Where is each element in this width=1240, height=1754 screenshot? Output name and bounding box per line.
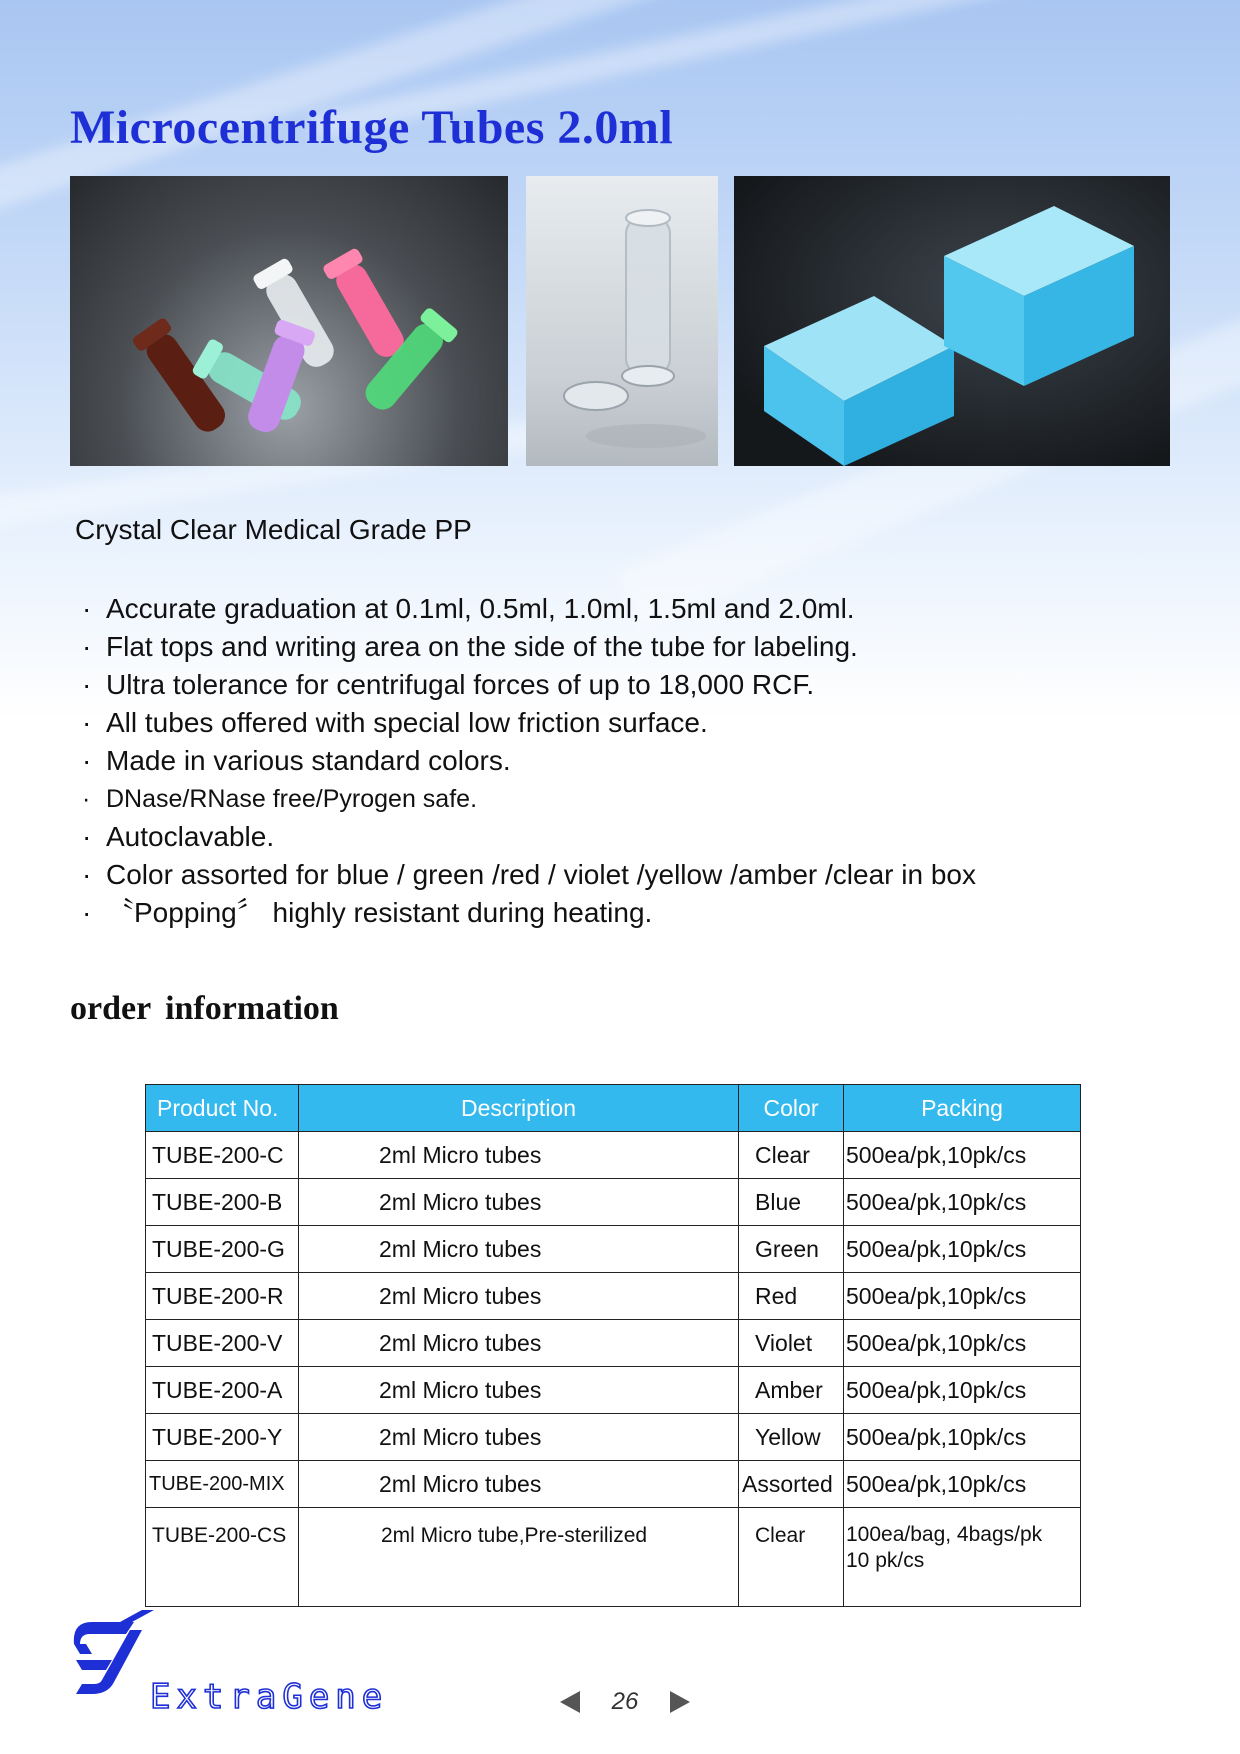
product-no-cell: TUBE-200-CS [146,1508,299,1607]
prev-page-icon[interactable] [560,1691,580,1713]
bullet-mark: · [82,859,92,890]
product-no-cell: TUBE-200-A [146,1367,299,1414]
header-product-no: Product No. [146,1085,299,1132]
table-row [146,1273,1081,1320]
header-color: Color [739,1085,844,1132]
description-cell: 2ml Micro tubes [299,1226,739,1273]
colored-tubes-photo [70,176,508,466]
feature-item: · DNase/RNase free/Pyrogen safe. [82,780,976,818]
order-table [145,1084,1081,1607]
header-description: Description [299,1085,739,1132]
packing-cell: 500ea/pk,10pk/cs [844,1367,1081,1414]
feature-item: · Made in various standard colors. [82,742,976,780]
feature-item: · All tubes offered with special low friction surface. [82,704,976,742]
page-title: Microcentrifuge Tubes 2.0ml [70,101,674,154]
packing-cell: 500ea/pk,10pk/cs [844,1179,1081,1226]
table-row [146,1132,1081,1179]
product-no-cell: TUBE-200-V [146,1320,299,1367]
packing-cell: 500ea/pk,10pk/cs [844,1461,1081,1508]
packing-line: 100ea/bag, 4bags/pk [846,1523,1043,1546]
packing-cell: 500ea/pk,10pk/cs [844,1414,1081,1461]
table-header-row [146,1085,1081,1132]
table-row [146,1367,1081,1414]
table-row [146,1179,1081,1226]
table-row [146,1414,1081,1461]
product-no-cell: TUBE-200-B [146,1179,299,1226]
packing-line: 10 pk/cs [846,1549,925,1572]
clear-tube-photo [526,176,718,466]
page-navigation [560,1685,690,1719]
color-cell: Red [739,1273,844,1320]
page-number: 26 [611,1688,639,1715]
color-cell: Blue [739,1179,844,1226]
material-subtitle: Crystal Clear Medical Grade PP [75,514,472,545]
bullet-mark: · [82,669,92,700]
feature-item: · 〝Popping〞 highly resistant during heating. [82,894,976,932]
color-cell: Clear [739,1508,844,1607]
feature-item: · Accurate graduation at 0.1ml, 0.5ml, 1.0ml, 1.5ml and 2.0ml. [82,590,976,628]
feature-item: · Ultra tolerance for centrifugal forces of up to 18,000 RCF. [82,666,976,704]
description-cell: 2ml Micro tubes [299,1320,739,1367]
bullet-mark: · [82,897,92,928]
bullet-mark: · [82,593,92,624]
bullet-mark: · [82,785,91,813]
bullet-mark: · [82,631,92,662]
feature-item: · Flat tops and writing area on the side of the tube for labeling. [82,628,976,666]
product-no-cell: TUBE-200-R [146,1273,299,1320]
extragene-logo [72,1610,402,1720]
product-no-cell: TUBE-200-MIX [146,1461,299,1508]
bullet-mark: · [82,707,92,738]
product-boxes-photo [734,176,1170,466]
table-row [146,1226,1081,1273]
product-no-cell: TUBE-200-C [146,1132,299,1179]
feature-list [82,590,976,932]
order-information-heading: order information [70,990,339,1027]
feature-item: · Color assorted for blue / green /red / violet /yellow /amber /clear in box [82,856,976,894]
description-cell: 2ml Micro tubes [299,1461,739,1508]
color-cell: Assorted [739,1461,844,1508]
description-cell: 2ml Micro tubes [299,1273,739,1320]
packing-cell: 500ea/pk,10pk/cs [844,1320,1081,1367]
packing-cell: 500ea/pk,10pk/cs [844,1273,1081,1320]
packing-cell [844,1508,1081,1607]
color-cell: Clear [739,1132,844,1179]
product-no-cell: TUBE-200-G [146,1226,299,1273]
color-cell: Green [739,1226,844,1273]
header-packing: Packing [844,1085,1081,1132]
packing-cell: 500ea/pk,10pk/cs [844,1132,1081,1179]
bullet-mark: · [82,745,92,776]
bullet-mark: · [82,821,92,852]
color-cell: Amber [739,1367,844,1414]
description-cell: 2ml Micro tube,Pre-sterilized [299,1508,739,1607]
logo-wordmark: ExtraGene [150,1677,389,1717]
description-cell: 2ml Micro tubes [299,1179,739,1226]
color-cell: Yellow [739,1414,844,1461]
feature-item: · Autoclavable. [82,818,976,856]
table-row [146,1320,1081,1367]
description-cell: 2ml Micro tubes [299,1367,739,1414]
description-cell: 2ml Micro tubes [299,1414,739,1461]
table-row [146,1508,1081,1607]
description-cell: 2ml Micro tubes [299,1132,739,1179]
table-row [146,1461,1081,1508]
color-cell: Violet [739,1320,844,1367]
packing-cell: 500ea/pk,10pk/cs [844,1226,1081,1273]
order-table-body [146,1132,1081,1508]
next-page-icon[interactable] [670,1691,690,1713]
product-no-cell: TUBE-200-Y [146,1414,299,1461]
